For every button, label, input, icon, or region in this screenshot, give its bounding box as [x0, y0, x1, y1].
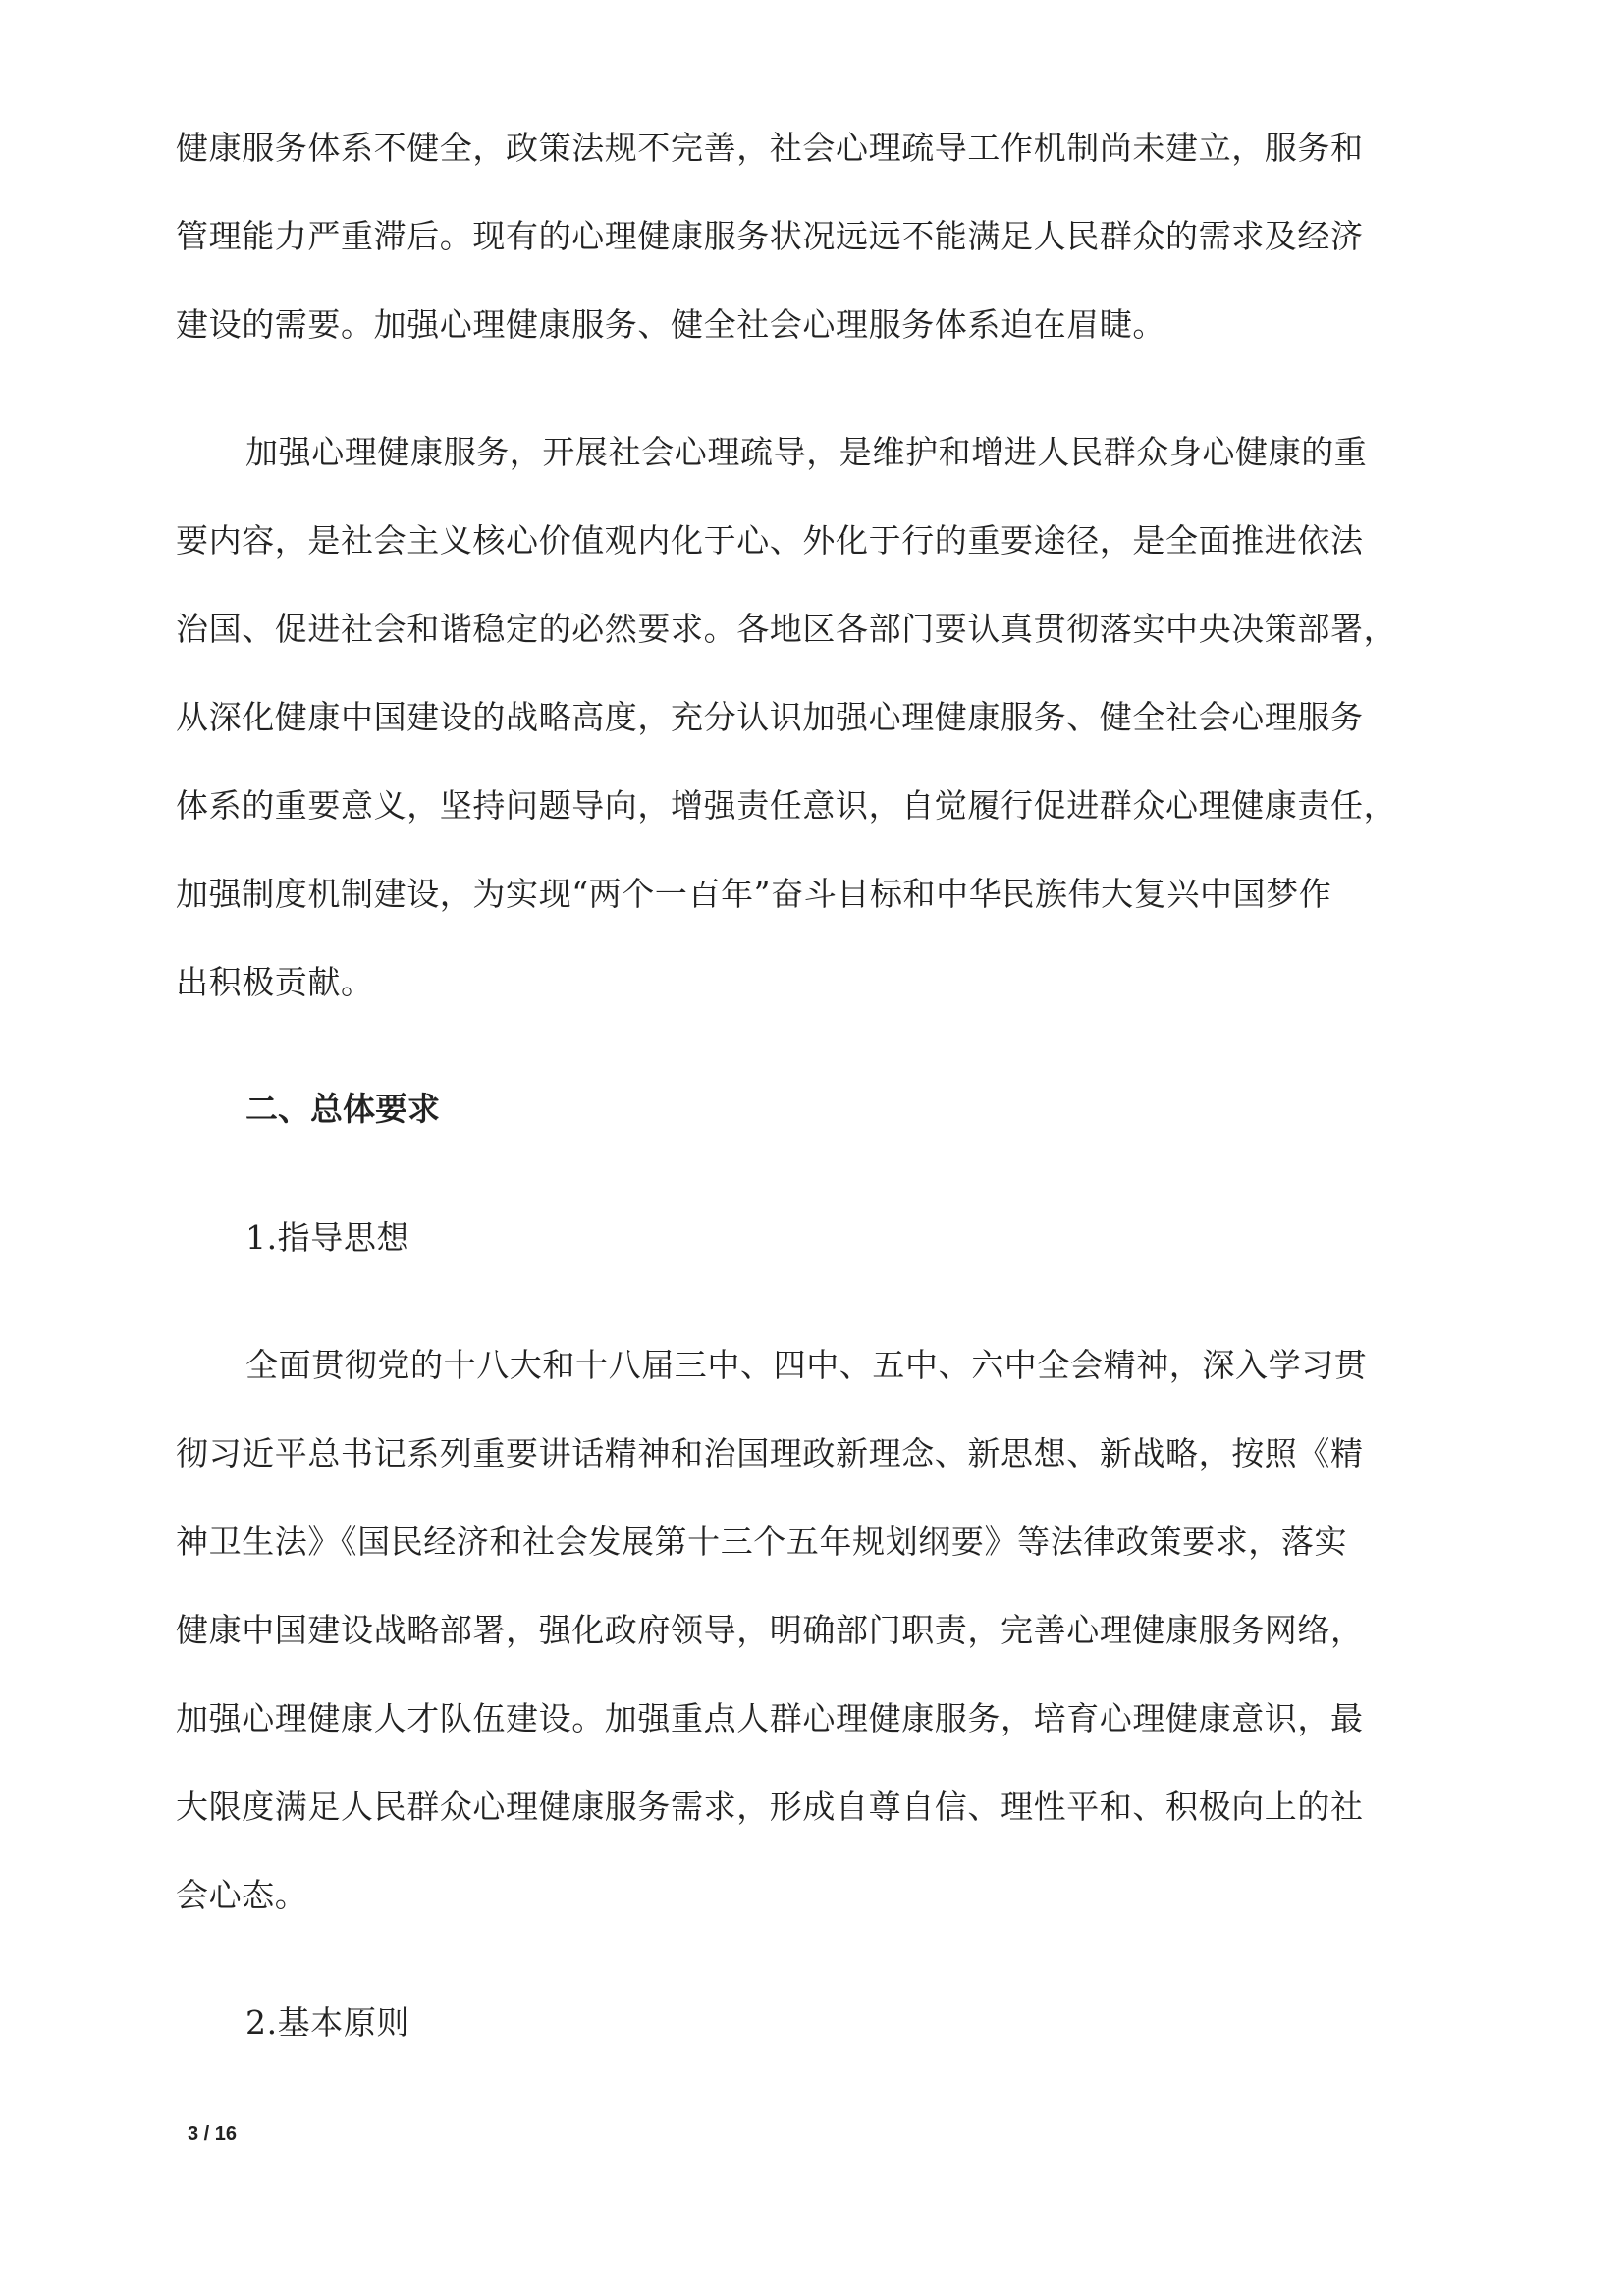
paragraph-1-line-1: 健康服务体系不健全，政策法规不完善，社会心理疏导工作机制尚未建立，服务和: [176, 129, 1364, 167]
paragraph-3-line-6: 大限度满足人民群众心理健康服务需求，形成自尊自信、理性平和、积极向上的社: [176, 1788, 1364, 1826]
paragraph-2-line-2: 要内容，是社会主义核心价值观内化于心、外化于行的重要途径，是全面推进依法: [176, 521, 1364, 560]
paragraph-2-line-3: 治国、促进社会和谐稳定的必然要求。各地区各部门要认真贯彻落实中央决策部署，: [176, 610, 1397, 648]
paragraph-2-line-1: 加强心理健康服务，开展社会心理疏导，是维护和增进人民群众身心健康的重: [245, 433, 1368, 471]
subheading-basic-principles: 2.基本原则: [245, 2003, 410, 2042]
section-heading: 二、总体要求: [245, 1090, 440, 1128]
paragraph-2-line-4: 从深化健康中国建设的战略高度，充分认识加强心理健康服务、健全社会心理服务: [176, 698, 1364, 736]
page-number: 3 / 16: [188, 2123, 238, 2145]
paragraph-2-line-7: 出积极贡献。: [176, 963, 374, 1001]
paragraph-1-line-2: 管理能力严重滞后。现有的心理健康服务状况远远不能满足人民群众的需求及经济: [176, 217, 1364, 255]
subheading-guiding-ideology: 1.指导思想: [245, 1218, 410, 1256]
paragraph-2-line-6: 加强制度机制建设，为实现“两个一百年”奋斗目标和中华民族伟大复兴中国梦作: [176, 875, 1332, 913]
paragraph-3-line-4: 健康中国建设战略部署，强化政府领导，明确部门职责，完善心理健康服务网络，: [176, 1611, 1364, 1649]
paragraph-3-line-2: 彻习近平总书记系列重要讲话精神和治国理政新理念、新思想、新战略，按照《精: [176, 1434, 1364, 1472]
paragraph-1-line-3: 建设的需要。加强心理健康服务、健全社会心理服务体系迫在眉睫。: [176, 305, 1165, 344]
paragraph-3-line-7: 会心态。: [176, 1876, 308, 1914]
paragraph-2-line-5: 体系的重要意义，坚持问题导向，增强责任意识，自觉履行促进群众心理健康责任，: [176, 786, 1397, 825]
paragraph-3-line-1: 全面贯彻党的十八大和十八届三中、四中、五中、六中全会精神，深入学习贯: [245, 1346, 1368, 1384]
paragraph-3-line-5: 加强心理健康人才队伍建设。加强重点人群心理健康服务，培育心理健康意识，最: [176, 1699, 1364, 1737]
paragraph-3-line-3: 神卫生法》《国民经济和社会发展第十三个五年规划纲要》等法律政策要求，落实: [176, 1522, 1348, 1561]
